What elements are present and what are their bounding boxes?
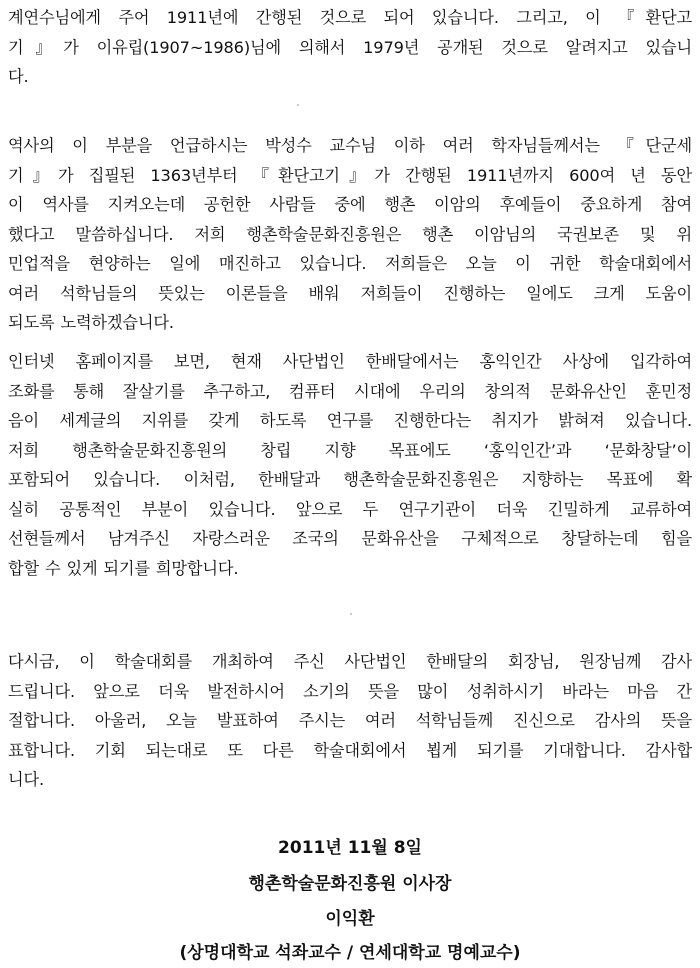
text-line: 포함되어 있습니다. 이처럼, 한배달과 행촌학술문화진흥원은 지향하는 목표에 확 bbox=[8, 470, 692, 489]
text-line: 조화를 통해 잘살기를 추구하고, 컴퓨터 시대에 우리의 창의적 문화유산인 훈민정 bbox=[8, 381, 692, 401]
signature-date: 2011년 11월 8일 bbox=[278, 838, 422, 858]
text-line: 선현들께서 남겨주신 자랑스러운 조국의 문화유산을 구체적으로 창달하는데 힘을 bbox=[8, 529, 692, 548]
text-line: 기』가 집필된 1363년부터 『환단고기』가 간행된 1911년까지 600여 년 동안 bbox=[8, 165, 692, 185]
text-line: 표합니다. 기회 되는대로 또 다른 학술대회에서 뵙게 되기를 기대합니다. 감사합 bbox=[8, 740, 692, 760]
paragraph-4 bbox=[8, 647, 692, 795]
text-line: 기』가 이유립(1907~1986)님에 의해서 1979년 공개된 것으로 알려지고 있습니 bbox=[8, 37, 692, 57]
text-line: 저희 행촌학술문화진흥원의 창립 지향 목표에도 ‘홍익인간’과 ‘문화창달’이 bbox=[8, 440, 692, 460]
paragraph-1 bbox=[8, 3, 692, 92]
text-line: 다시금, 이 학술대회를 개최하여 주신 사단법인 한배달의 회장님, 원장님께 감사 bbox=[8, 652, 692, 671]
scan-speck bbox=[350, 613, 352, 615]
text-line: 음이 세계글의 지위를 갖게 하도록 연구를 진행한다는 취지가 밝혀져 있습니다. bbox=[8, 411, 692, 430]
text-line: 다. bbox=[8, 67, 29, 86]
text-line: 민업적을 현양하는 일에 매진하고 있습니다. 저희들은 오늘 이 귀한 학술대회에서 bbox=[8, 254, 692, 273]
scan-speck bbox=[297, 104, 299, 106]
text-line: 이 역사를 지켜오는데 공헌한 사람들 중에 행촌 이암의 후예들이 중요하게 참여 bbox=[8, 195, 692, 214]
text-line: 실히 공통적인 부분이 있습니다. 앞으로 두 연구기관이 더욱 긴밀하게 교류하여 bbox=[8, 499, 692, 519]
text-line: 니다. bbox=[8, 770, 44, 789]
paragraph-2 bbox=[8, 131, 692, 338]
text-line: 절합니다. 아울러, 오늘 발표하여 주시는 여러 석학님들께 진신으로 감사의 뜻을 bbox=[8, 711, 692, 730]
signature-affiliation: (상명대학교 석좌교수 / 연세대학교 명예교수) bbox=[179, 943, 521, 963]
text-line: 인터넷 홈페이지를 보면, 현재 사단법인 한배달에서는 홍익인간 사상에 입각하여 bbox=[8, 352, 692, 371]
text-line: 합할 수 있게 되기를 희망합니다. bbox=[8, 558, 239, 578]
signature-org-title: 행촌학술문화진흥원 이사장 bbox=[248, 874, 452, 894]
text-line: 되도록 노력하겠습니다. bbox=[8, 313, 174, 332]
text-line: 계연수님에게 주어 1911년에 간행된 것으로 되어 있습니다. 그리고, 이 『환단고 bbox=[8, 8, 692, 27]
paragraph-3 bbox=[8, 347, 692, 583]
text-line: 드립니다. 앞으로 더욱 발전하시어 소기의 뜻을 많이 성취하시기 바라는 마음 간 bbox=[8, 681, 692, 701]
text-line: 역사의 이 부분을 언급하시는 박성수 교수님 이하 여러 학자님들께서는 『단군세 bbox=[8, 136, 692, 155]
text-line: 했다고 말씀하십니다. 저희 행촌학술문화진흥원은 행촌 이암님의 국권보존 및 위 bbox=[8, 224, 692, 244]
signature-name: 이익환 bbox=[325, 909, 375, 929]
text-line: 여러 석학님들의 뜻있는 이론들을 배워 저희들이 진행하는 일에도 크게 도움이 bbox=[8, 283, 692, 303]
